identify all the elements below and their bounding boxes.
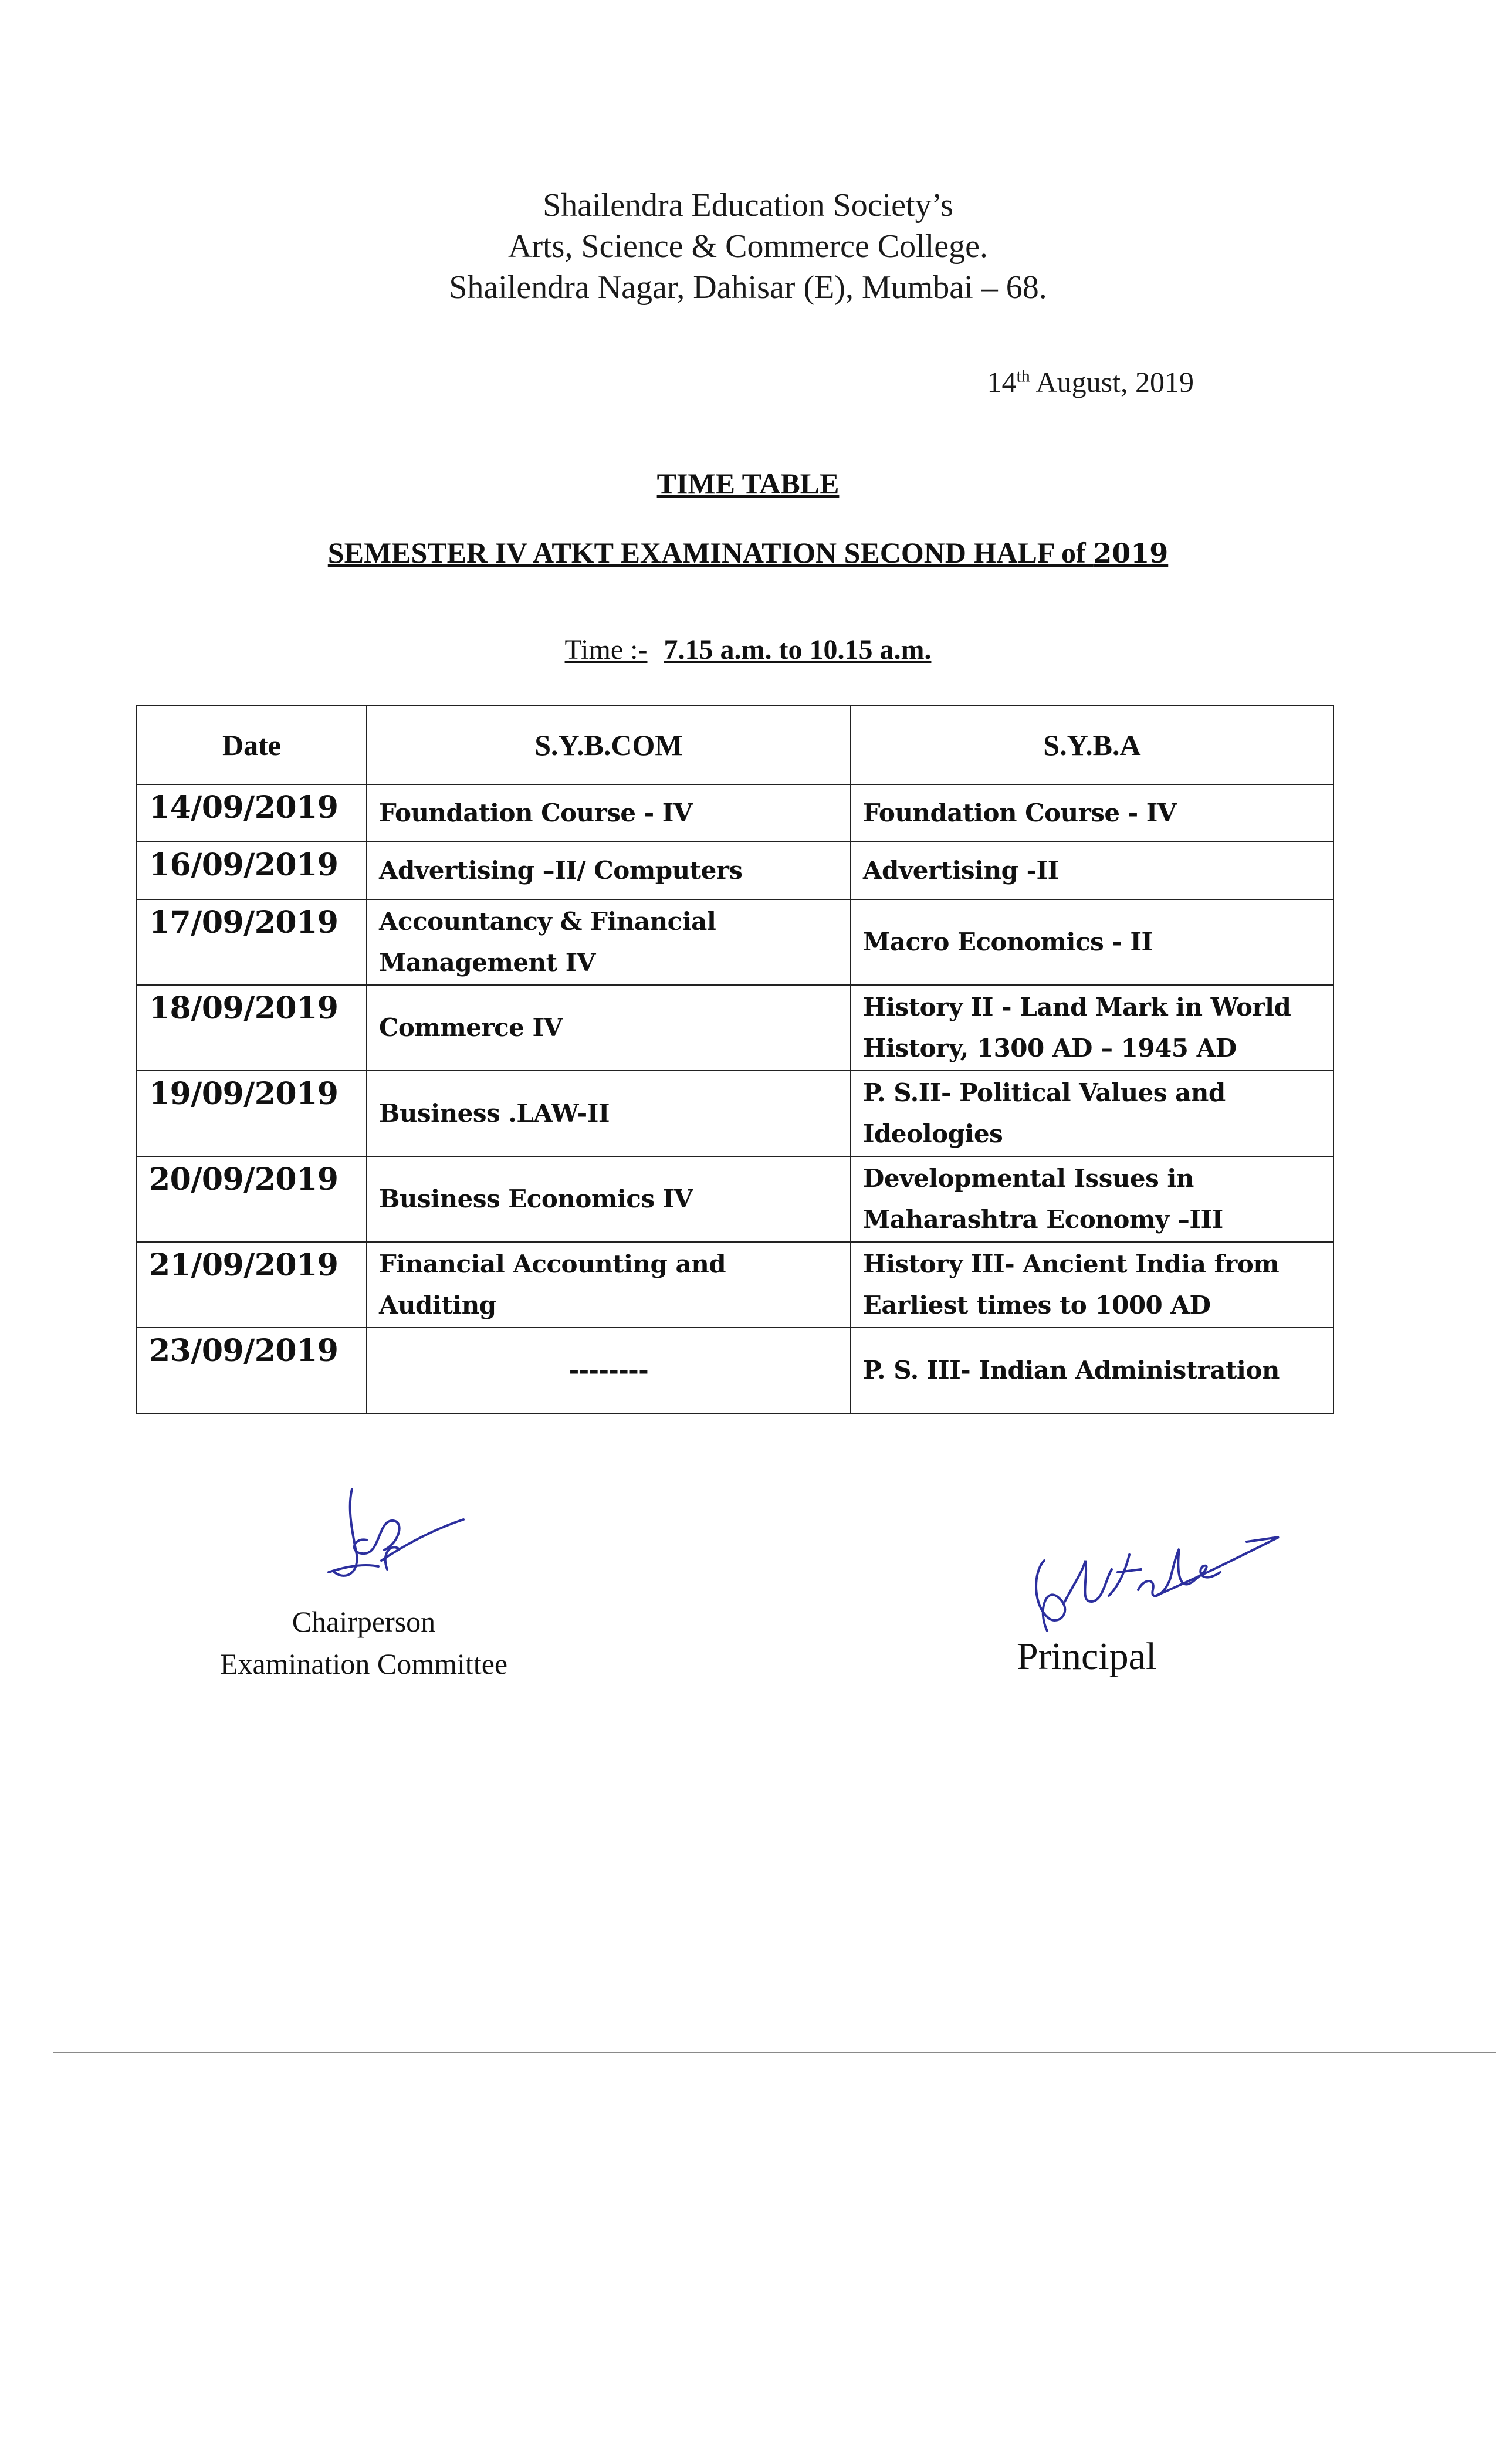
notice-date xyxy=(987,365,1194,399)
syba-subject: Developmental Issues in Maharashtra Economy –III xyxy=(851,1156,1333,1242)
exam-date: 16/09/2019 xyxy=(137,842,367,899)
chairperson-signature xyxy=(311,1484,487,1596)
timetable xyxy=(136,705,1334,1414)
syba-subject: History II - Land Mark in World History, 1300 AD – 1945 AD xyxy=(851,985,1333,1071)
table-row xyxy=(137,1156,1333,1242)
sybcom-subject: Business Economics IV xyxy=(367,1156,851,1242)
exam-date: 21/09/2019 xyxy=(137,1242,367,1328)
syba-subject: History III- Ancient India from Earliest times to 1000 AD xyxy=(851,1242,1333,1328)
exam-subtitle xyxy=(0,536,1496,570)
syba-subject: Advertising -II xyxy=(851,842,1333,899)
exam-date: 17/09/2019 xyxy=(137,899,367,985)
chairperson-label xyxy=(0,1600,727,1685)
exam-time xyxy=(0,634,1496,666)
exam-date: 14/09/2019 xyxy=(137,784,367,842)
table-row xyxy=(137,1328,1333,1413)
time-value: 7.15 a.m. to 10.15 a.m. xyxy=(664,634,932,665)
sybcom-subject: Business .LAW-II xyxy=(367,1071,851,1156)
principal-label: Principal xyxy=(1017,1635,1157,1678)
college-header xyxy=(0,185,1496,308)
page-divider xyxy=(53,2052,1496,2053)
exam-date: 19/09/2019 xyxy=(137,1071,367,1156)
subtitle-main: SEMESTER IV ATKT EXAMINATION SECOND HALF of xyxy=(327,536,1094,569)
table-row xyxy=(137,899,1333,985)
sybcom-subject: -------- xyxy=(367,1328,851,1413)
table-row xyxy=(137,784,1333,842)
header-date: Date xyxy=(137,706,367,784)
table-row xyxy=(137,1071,1333,1156)
header-syba: S.Y.B.A xyxy=(851,706,1333,784)
page-title: TIME TABLE xyxy=(656,467,840,500)
society-name: Shailendra Education Society’s xyxy=(543,187,953,224)
sybcom-subject: Financial Accounting and Auditing xyxy=(367,1242,851,1328)
syba-subject: P. S.II- Political Values and Ideologies xyxy=(851,1071,1333,1156)
header-sybcom: S.Y.B.COM xyxy=(367,706,851,784)
date-rest: August, 2019 xyxy=(1030,365,1194,398)
sybcom-subject: Commerce IV xyxy=(367,985,851,1071)
table-header-row xyxy=(137,706,1333,784)
committee-name: Examination Committee xyxy=(219,1647,508,1680)
principal-signature xyxy=(1009,1514,1285,1643)
exam-date: 18/09/2019 xyxy=(137,985,367,1071)
table-row xyxy=(137,985,1333,1071)
college-name: Arts, Science & Commerce College. xyxy=(508,228,988,265)
syba-subject: Macro Economics - II xyxy=(851,899,1333,985)
exam-date: 20/09/2019 xyxy=(137,1156,367,1242)
table-row xyxy=(137,1242,1333,1328)
syba-subject: Foundation Course - IV xyxy=(851,784,1333,842)
time-label: Time :- xyxy=(564,634,648,665)
chairperson-title: Chairperson xyxy=(292,1605,436,1638)
table-row xyxy=(137,842,1333,899)
sybcom-subject: Accountancy & Financial Management IV xyxy=(367,899,851,985)
subtitle-year: 2019 xyxy=(1093,537,1169,569)
exam-date: 23/09/2019 xyxy=(137,1328,367,1413)
date-suffix: th xyxy=(1016,366,1030,386)
sybcom-subject: Foundation Course - IV xyxy=(367,784,851,842)
syba-subject: P. S. III- Indian Administration xyxy=(851,1328,1333,1413)
date-day: 14 xyxy=(987,365,1017,398)
sybcom-subject: Advertising –II/ Computers xyxy=(367,842,851,899)
college-address: Shailendra Nagar, Dahisar (E), Mumbai – 68. xyxy=(449,269,1047,306)
